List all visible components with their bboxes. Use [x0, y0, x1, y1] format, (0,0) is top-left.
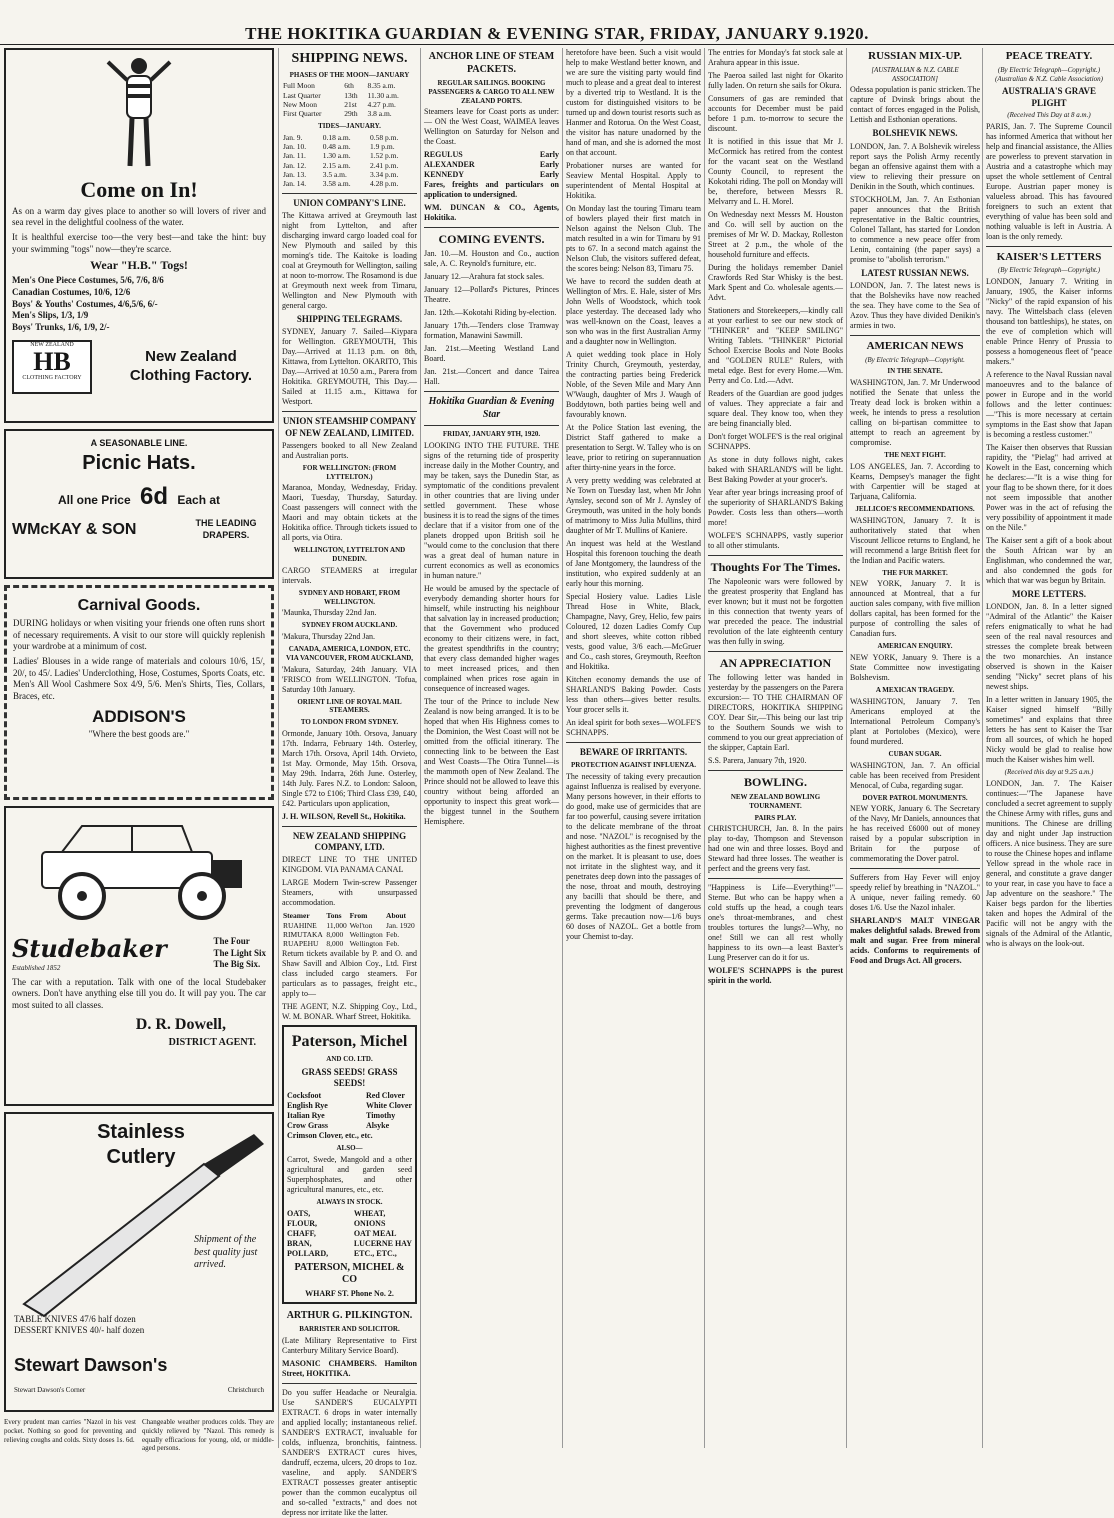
news-paragraph: We have to record the sudden death at Wellington of Mrs. E. Hale, sister of Mrs John Wells of Woodstock, which took place yesterday. The deceased lady who was well-known on the Coast, leaves a son who was in the first Australian Army and a daughter now in Wellington.: [566, 277, 701, 346]
list-item: Jan. 21st.—Concert and dance Tairea Hall.: [424, 367, 559, 387]
fur-body: NEW YORK, January 7. It is announced at Montreal, that a fur auction sales company, with five million dollars capital, has been formed for the purpose of controlling the sales of Canadian furs.: [850, 579, 980, 639]
local-news-column-2: [708, 48, 843, 1448]
local-news-column: [566, 48, 701, 1448]
stock-list: [287, 1209, 412, 1259]
paterson-sub: AND CO. LTD.: [326, 1054, 373, 1063]
news-paragraph: An ideal spirit for both sexes—WOLFE'S SCHNAPPS.: [566, 718, 701, 737]
news-paragraph: Probationer nurses are wanted for Seaview Mental Hospital. Apply to superintendent of Mental Hospital at Hokitika.: [566, 161, 701, 200]
come-on-body-2: It is healthful exercise too—the very best—and take the hint: buy your swimming "togs" now—they're scarce.: [12, 231, 266, 254]
nzsc-sub: DIRECT LINE TO THE UNITED KINGDOM. VIA PANAMA CANAL: [282, 855, 417, 875]
more-letters-body: In a letter written in January 1905, the Kaiser signed himself "Billy sometimes" and explains that three letters he has sent to Kaiser the Tsar from all sources, of which he hoped Nicky would be glad to realise how much the Kaiser wishes him well.: [986, 695, 1112, 765]
enquiry-title: AMERICAN ENQUIRY.: [877, 642, 953, 651]
nazol-notes: [4, 1418, 274, 1456]
carnival-title: Carnival Goods.: [77, 597, 201, 614]
stewart-dawson-footer: [14, 1386, 264, 1395]
hb-logo-row: [12, 340, 266, 394]
bowling-pairs: PAIRS PLAY.: [754, 813, 797, 822]
list-item: Men's Slips, 1/3, 1/9: [12, 310, 89, 321]
canada-body: 'Makura, Saturday, 24th January. VIA 'FRISCO from WELLINGTON. 'Tofua, Saturday 10th January.: [282, 664, 417, 694]
tides-title: TIDES—JANUARY.: [318, 121, 381, 130]
more-letters-title: MORE LETTERS.: [1011, 589, 1087, 599]
news-paragraph: Special Hosiery value. Ladies Lisle Thread Hose in White, Black, Champagne, Navy, Grey, Helio, few pairs Coloured, 12 dozen Ladies Comfy Cup and short sleeves, white cotton ribbed vests, good value, 3/6 each.—McGruer and Co., cash stores, Greymouth, Reefton and Hokitika.: [566, 592, 701, 671]
union-line-title: UNION COMPANY'S LINE.: [293, 197, 406, 208]
plight-body: PARIS, Jan. 7. The Supreme Council has informed America that without her help and financial assistance, the Allies are powerless to prevent starvation in Austria and a catastrophe which may upset the whole settlement of Central Europe. Austrian paper money is valueless abroad. This has favoured foreigners to such an extent that everything of value has been sold and nothing valuable is left in Austria. A loan is the only remedy.: [986, 121, 1112, 241]
column-divider: [704, 48, 705, 1448]
masthead-rule: [0, 44, 1114, 45]
list-item: Jan. 10.—M. Houston and Co., auction sale, A. C. Reynold's furniture, etc.: [424, 249, 559, 269]
kaiser-title: KAISER'S LETTERS: [996, 250, 1102, 263]
stewart-dawson-corner: Stewart Dawson's Corner: [14, 1386, 86, 1394]
cable-news-column: [850, 48, 980, 1448]
moon-phases-title: PHASES OF THE MOON—JANUARY: [289, 70, 410, 79]
kaiser-body: LONDON, January 7. Writing in January, 1905, the Kaiser informs "Nicky" of the rapid expansion of his navy. The Wittelsbach class (eleven thousand ton battleships), he states, on the eve of completion which will enable Prince Henry of Prussia to possess a homogeneous fleet of "peace makers.": [986, 277, 1112, 366]
sa-body: 'Makura, Thursday 22nd Jan.: [282, 632, 376, 641]
peace-title: PEACE TREATY.: [1005, 50, 1093, 62]
american-news-title: AMERICAN NEWS: [866, 339, 964, 352]
news-paragraph: Stationers and Storekeepers,—kindly call at your earliest to see our new stock of "THINKER" and "KEEP SMILING" Writing Tablets. "THINKER" Pictorial School Exercise Books and Note Books and "GOLDEN RULE" Rulers, with metal edge. Best for every Home.—Wm. Perry and Co. Ltd.—Advt.: [708, 306, 843, 385]
tides-table: [282, 133, 417, 189]
moon-phases-table: [282, 81, 417, 119]
picnic-hats-advert: [4, 429, 274, 579]
senate-body: WASHINGTON, Jan. 7. Mr Underwood notified the Senate that unless the Treaty dead lock is broken within a week, he intends to press a resolution calling on bi-partisan committee to attempt to reach an agreement by compromise.: [850, 378, 980, 447]
influenza-title: BEWARE OF IRRITANTS.: [579, 747, 688, 757]
hb-logo: [12, 340, 92, 394]
jellicoe-body: WASHINGTON, January 7. It is authoritatively stated that when Viscount Jellicoe returns to England, he will recommend a large British fleet for the Indian and Pacific waters.: [850, 515, 980, 565]
picnic-price-line: [12, 482, 266, 512]
list-item: Men's One Piece Costumes, 5/6, 7/6, 8/6: [12, 275, 164, 286]
telegrams-title: SHIPPING TELEGRAMS.: [296, 314, 403, 324]
table-row: Jan. 14. 3.58 a.m. 4.28 p.m.: [283, 179, 399, 189]
jellicoe-title: JELLICOE'S RECOMMENDATIONS.: [855, 504, 975, 513]
mixup-sub: [AUSTRALIAN & N.Z. CABLE ASSOCIATION]: [871, 65, 959, 83]
dover-body: NEW YORK, January 6. The Secretary of the Navy, Mr Daniels, announces that he has received £6000 out of money raised by a popular subscription in Britain for the purpose of commemorating the Dover patrol.: [850, 804, 980, 864]
column-divider: [278, 48, 279, 1448]
fight-body: LOS ANGELES, Jan. 7. According to Kearns, Dempsey's manager the fight with Carpentier will be staged at Tarjuana, California.: [850, 461, 980, 501]
news-paragraph: During the holidays remember Daniel Crawfords Red Star Whisky is the best. Mark Spent and Co. wholesale agents.—Advt.: [708, 263, 843, 302]
studebaker-logo: [12, 934, 167, 973]
senate-title: IN THE SENATE.: [887, 367, 943, 376]
shipping-title: SHIPPING NEWS.: [291, 51, 408, 66]
editorial-paragraph: LOOKING INTO THE FUTURE. THE signs of the returning tide of prosperity increase daily in the Mother Country, and may be taken, says the Dunedin Star, as symptomatic of the conditions prevalent in other countries that are living under settled government. These whose business it is to read the signs of the times declare that if a visitor from one of the planets dropped upon British soil he "would come to the conclusion that there was a great deal of human nature in current economics as well as economics in human nature.": [424, 441, 559, 580]
picnic-firm-row: [12, 518, 266, 541]
list-item: January 17th.—Tenders close Tramway formation, Manawini Sawmill.: [424, 321, 559, 341]
list-item: ALEXANDER Early: [424, 160, 559, 170]
enquiry-body: NEW YORK, January 9. There is a State Committee now investigating Bolshevism.: [850, 653, 980, 682]
wolfe-advert: WOLFE'S SCHNAPPS is the purest spirit in the world.: [708, 966, 843, 986]
cutlery-prices: [14, 1314, 144, 1337]
table-row: Jan. 10. 0.48 a.m. 1.9 p.m.: [283, 141, 395, 151]
stock-right: WHEAT, ONIONS OAT MEAL LUCERNE HAY ETC., ETC.,: [353, 1208, 412, 1258]
plight-received: (Received This Day at 8 a.m.): [1007, 110, 1091, 119]
stock-title: ALWAYS IN STOCK.: [316, 1197, 383, 1206]
studebaker-brand-row: [12, 934, 266, 973]
touring-car-icon: [12, 812, 262, 927]
price-prefix: All one Price: [57, 493, 131, 508]
paper-date: FRIDAY, JANUARY 9TH, 1920.: [442, 430, 541, 439]
price-suffix: Each at: [177, 493, 221, 508]
hb-logo-top: NEW ZEALAND: [30, 341, 74, 348]
model-item: The Big Six.: [213, 959, 261, 970]
table-row: Jan. 9. 0.18 a.m. 0.58 p.m.: [283, 132, 399, 142]
addisons-slogan: "Where the best goods are.": [88, 729, 190, 740]
malt-vinegar-advert: SHARLAND'S MALT VINEGAR makes delightful salads. Brewed from malt and sugar. Free from mineral acids. Conforms to requirements of Food and Drugs Act. All grocers.: [850, 916, 980, 966]
news-paragraph: Consumers of gas are reminded that accounts for December must be paid before 1 p.m. to-morrow to secure the discount.: [708, 94, 843, 133]
list-item: KENNEDY Early: [424, 170, 559, 180]
grass-extra: Crimson Clover, etc., etc.: [287, 1131, 373, 1140]
picnic-heading: A SEASONABLE LINE.: [90, 438, 188, 448]
stewart-dawson-name: Stewart Dawson's: [14, 1355, 168, 1375]
pilkington-body: (Late Military Representative to First Canterbury Military Service Board).: [282, 1335, 417, 1355]
paterson-footer: PATERSON, MICHEL & CO: [294, 1261, 405, 1285]
final-letter-body: LONDON, Jan. 7. The Kaiser continues:—"The Japanese have concluded a secret agreement to supply the Chinese Army with rifles, guns and munitions. The Chinese are drilling day and night under Jap instruction officers. A nice business. They are sure to rouse the Chinese hopes and inflame Yellow spread in the whole race in general, and constitute a grave danger to your rear, in case you have to face a Jap adventure on the seashore." The Kaiser begs pardon for the liberties taken and hopes the Admiral of the Pacific will not be angry with the signals of the Admiral of the Atlantic, who is always on the look-out.: [986, 779, 1112, 948]
masthead: [0, 0, 1114, 46]
anchor-agent: WM. DUNCAN & CO., Agents, Hokitika.: [424, 203, 559, 223]
anchor-sub: REGULAR SAILINGS. BOOKING PASSENGERS & CARGO TO ALL NEW ZEALAND PORTS.: [428, 79, 555, 105]
table-row: RIMUTAKA 8,000 Wellington Feb.: [283, 930, 400, 939]
news-paragraph: The Paeroa sailed last night for Okarito fully laden. On return she sails for Okura.: [708, 71, 843, 90]
stewart-dawson-city: Christchurch: [227, 1386, 264, 1394]
grass-right: Red Clover White Clover Timothy Alsyke: [366, 1091, 412, 1130]
studebaker-agent-title: DISTRICT AGENT.: [168, 1036, 256, 1048]
orient-agent: J. H. WILSON, Revell St., Hokitika.: [282, 811, 406, 821]
come-on-body: As on a warm day gives place to another so will lovers of river and sea revel in the delightful coolness of the water.: [12, 205, 266, 228]
ussco-sub: Passengers booked to all New Zealand and Australian ports.: [282, 440, 417, 460]
hb-togs-advert: [4, 48, 274, 423]
table-row: Jan. 11. 1.30 a.m. 1.52 p.m.: [283, 151, 399, 161]
american-news-sub: (By Electric Telegraph—Copyright.: [865, 355, 965, 364]
thoughts-body: The Napoleonic wars were followed by the greatest prosperity that England has ever known; but it must not be forgotten in this connection that twenty years of war preceded the peace. The industrial revolution of the late eighteenth century was then fully in swing.: [708, 577, 843, 646]
list-item: Boys' Trunks, 1/6, 1/9, 2/-: [12, 322, 110, 332]
sh-title: SYDNEY AND HOBART, FROM WELLINGTON.: [298, 588, 401, 606]
latest-russian-body: LONDON, Jan. 7. The latest news is that the Bolsheviks have now reached the sea. They have come to the Sea of Azov. Thus they have divided Denikin's armies in two.: [850, 280, 980, 330]
carnival-goods-advert: [4, 585, 274, 800]
news-paragraph: On Wednesday next Messrs M. Houston and Co. will sell by auction on the premises of Mr W. D. Mackay, Rolleston Street at 2 p.m., the whole of the household furniture and effects.: [708, 210, 843, 259]
tragedy-title: A MEXICAN TRAGEDY.: [875, 686, 955, 694]
clothing-factory-tag: New Zealand Clothing Factory.: [129, 347, 253, 384]
received-note: (Received this day at 9.25 a.m.): [1004, 768, 1094, 777]
nzsc-table: [282, 911, 417, 949]
list-item: Jan. 21st.—Meeting Westland Land Board.: [424, 344, 559, 364]
bolshevik-title: BOLSHEVIK NEWS.: [872, 128, 958, 139]
cutlery-title: Stainless Cutlery: [97, 1121, 185, 1168]
table-row: Last Quarter 13th 11.30 a.m.: [283, 90, 399, 100]
also-title: ALSO—: [336, 1144, 363, 1152]
fur-title: THE FUR MARKET.: [882, 568, 948, 577]
kaiser-body: A reference to the Naval Russian naval manoeuvres and to the balance of power in Europe and in the world follows and the letter continues:—"This is more necessary at certain symptoms in the East show that Japan is becoming a restless customer.": [986, 370, 1112, 439]
table-row: Jan. 13. 3.5 a.m. 3.34 p.m.: [283, 170, 399, 179]
paterson-address: WHARF ST. Phone No. 2.: [305, 1288, 394, 1298]
nazol-right: Changeable weather produces colds. They are quickly relieved by "Nazol. This remedy is equally efficacious for young, old, or middle-aged persons.: [142, 1418, 274, 1453]
peace-treaty-column: [986, 48, 1112, 1448]
news-paragraph: WOLFE'S SCHNAPPS, vastly superior to all other stimulants.: [708, 531, 843, 550]
anchor-events-column: [424, 48, 559, 1448]
telegrams-body: SYDNEY, January 7. Sailed—Kiypara for Wellington. GREYMOUTH, This Day.—Arrived at 11.13 p.m. on 8th, Kittawa, from Lyttelton. OKARITO, This Day.—Arrived at 10.50 a.m., Parera from Hokitika. GREYMOUTH, This Day.—Sailed at 11.15 a.m., Kittawa for Westport.: [282, 327, 417, 407]
appreciation-title: AN APPRECIATION: [719, 656, 832, 670]
news-paragraph: A quiet wedding took place in Holy Trinity Church, Greymouth, yesterday, the contracting parties being Frederick Noble, of the Seven Mile and Mary Ann W'Waugh, daughter of Mrs J. Waugh of Boddytown, both parties being well and favourably known.: [566, 350, 701, 419]
carnival-body-2: Ladies' Blouses in a wide range of materials and colours 10/6, 15/, 20/, to 45/. Ladies' Underclothing, Hose, Costumes, Sports Coats, etc. Men's All Wool Cashmere Sox 4/9, 5/6. Men's Shirts, Ties, Collars, Braces, etc.: [13, 656, 265, 702]
anchor-title: ANCHOR LINE OF STEAM PACKETS.: [428, 51, 555, 75]
studebaker-agent: D. R. Dowell,: [135, 1015, 226, 1033]
studebaker-established: Established 1852: [12, 964, 61, 972]
bowling-body: CHRISTCHURCH, Jan. 8. In the pairs play to-day, Thompson and Stevenson had one win and three losses. Boyd and Steward had three losses. The weather is perfect and the greens very fast.: [708, 824, 843, 874]
paterson-michel-advert: [282, 1025, 417, 1304]
swimmer-figure-icon: [94, 54, 184, 174]
appreciation-sign: S.S. Parera, January 7th, 1920.: [708, 756, 807, 765]
news-paragraph: At the Police Station last evening, the District Staff gathered to make a presentation to Sergt. W. Talley who is on leave, prior to retiring on superannuation after thirty-nine years in the force.: [566, 423, 701, 472]
bolshevik-body: LONDON, Jan. 7. A Bolshevik wireless report says the Polish Army recently began an offensive against them with a view to relieving their pressure on Denikin in the South, which continues.: [850, 141, 980, 191]
orient-sub: TO LONDON FROM SYDNEY.: [300, 718, 399, 726]
list-item: January 12.—Arahura fat stock sales.: [424, 272, 544, 282]
nzsc-title: NEW ZEALAND SHIPPING COMPANY, LTD.: [292, 830, 407, 852]
canada-title: CANADA, AMERICA, LONDON, ETC. VIA VANCOUVER, FROM AUCKLAND,: [285, 645, 414, 662]
stainless-cutlery-advert: [4, 1112, 274, 1412]
wld-body: CARGO STEAMERS at irregular intervals.: [282, 565, 417, 585]
addisons-name: ADDISON'S: [92, 706, 186, 726]
peace-sub: (By Electric Telegraph—Copyright.) (Australian & N.Z. Cable Association): [995, 65, 1103, 83]
sh-body: 'Maunka, Thursday 22nd Jan.: [282, 608, 377, 618]
thoughts-title: Thoughts For The Times.: [710, 560, 841, 574]
nzsc-body: LARGE Modern Twin-screw Passenger Steamers, with unsurpassed accommodation.: [282, 878, 417, 908]
editorial-paragraph: He would be amused by the spectacle of everybody demanding shorter hours for himself, while instructing his neighbour that salvation lay in increased production; that the Government who produced economy to their citizens were, in fact, the greatest spendthrifts in the country; that every class demanded higher wages to meet increased prices, and then complained when prices rose again in consequence of increased wages.: [424, 584, 559, 693]
also-body: Carrot, Swede, Mangold and a other agricultural and garden seed Superphosphates, and other agricultural manures, etc., etc.: [287, 1154, 412, 1194]
wear-hb-heading: Wear "H.B." Togs!: [90, 258, 188, 273]
influenza-body: The necessity of taking every precaution against Influenza is realised by everyone. Many persons however, in their efforts to do good, make use of germicides that are far too powerful, causing severe irritation to the delicate membrane of the throat and nose. "NAZOL" is recognised by the highest authorities as the finest preventive on the market. It is pleasant to use, does not irritate in the slightest way, and it penetrates deep down into the passages of the nose, throat and mouth, destroying any bacilli that should be there, and preventing the lodgment of dangerous germs. Take precaution now—1/6 buys 60 doses of NAZOL. Get a bottle from your Chemist to-day.: [566, 772, 701, 941]
mixup-body: Odessa population is panic stricken. The capture of Dvinsk brings about the contact of forces engaged in the Polish, Lettish and Esthonian operations.: [850, 85, 980, 125]
table-header: Steamer Tons From About: [283, 911, 407, 921]
happiness-advert: "Happiness is Life—Everything!"—Sterne. But who can be happy when a cold stuffs up the head, a cough tears one's throat-membranes, and chest troubles tortures the lungs?—Why, no one! Still we can all rest wholly happiness to its own—a least Baxter's Lung Preserver can do it for us.: [708, 883, 843, 963]
nazol-left: Every prudent man carries "Nazol in his vest pocket. Nothing so good for preventing and relieving coughs and colds. Sixty doses 1s. 6d.: [4, 1418, 136, 1444]
paterson-title: Paterson, Michel: [291, 1032, 408, 1050]
studebaker-advert: [4, 806, 274, 1106]
mixup-title: RUSSIAN MIX-UP.: [868, 50, 962, 62]
orient-body: Ormonde, January 10th. Orsova, January 17th. Indarra, February 14th. Osterley, March 17th. Orsova, April 14th. Orvieto, 1st May. Ormonde, May 15th. Orsova, May 29th. Indarra, 26th June. Osterley, 14th July. Fares N.Z. to London: Saloon, Single £72 to £106; Third Class £39, £40, £42. Particulars upon application,: [282, 728, 417, 808]
news-paragraph: Kitchen economy demands the use of SHARLAND'S Baking Powder. Costs less than others—gives better results. Your grocer sells it.: [566, 675, 701, 714]
sa-title: SYDNEY FROM AUCKLAND.: [301, 621, 398, 630]
anchor-foot: Fares, freights and particulars on application to undersigned.: [424, 180, 559, 200]
cutlery-shipment: Shipment of the best quality just arrived.: [194, 1234, 258, 1270]
list-item: January 12—Pollard's Pictures, Princes Theatre.: [424, 285, 559, 305]
more-letters-body: LONDON, Jan. 8. In a letter signed "Admiral of the Atlantic" the Kaiser refers enigmatically to what he had seen of the real naval resources and stresses the complete break between the two monarchies. An instance observed is shown in the Kaiser sending "Nicky" secret plans of his newest ships.: [986, 602, 1112, 692]
news-paragraph: Year after year brings increasing proof of the superiority of SHARLAND'S Baking Powder. Costs less than others—worth more!: [708, 488, 843, 527]
kaiser-sub: (By Electric Telegraph—Copyright.): [997, 266, 1101, 275]
grass-title: GRASS SEEDS! GRASS SEEDS!: [301, 1066, 398, 1088]
news-paragraph: As stone in duty follows night, cakes baked with SHARLAND'S will be light. Best Baking Powder at your grocer's.: [708, 455, 843, 484]
sander-advert: Do you suffer Headache or Neuralgia. Use SANDER'S EUCALYPTI EXTRACT. 6 drops in water internally and applied locally; instantaneous relief. SANDER'S EXTRACT, invaluable for colds, influenza, bronchitis, faintness. SANDER'S EXTRACT cures hives, dandruff, eczema, ulcers, 20 drops to 1oz. vaseline, and apply. SANDER'S EXTRACT possesses greater antiseptic power than the common eucalyptus oil and so-called "extracts," and does not depress nor irritate like the latter.: [282, 1387, 417, 1517]
plight-title: AUSTRALIA'S GRAVE PLIGHT: [1001, 86, 1097, 108]
events-title: COMING EVENTS.: [438, 232, 545, 247]
latest-russian-title: LATEST RUSSIAN NEWS.: [861, 267, 969, 278]
news-paragraph: Readers of the Guardian are good judges of values. They appreciate a fair and square deal. They know too, when they are being financially bled.: [708, 389, 843, 428]
grass-list: [287, 1091, 412, 1131]
stock-left: OATS, FLOUR, CHAFF, BRAN, POLLARD,: [287, 1208, 329, 1258]
wld-title: WELLINGTON, LYTTELTON AND DUNEDIN.: [293, 546, 406, 563]
sugar-title: CUBAN SUGAR.: [888, 749, 942, 758]
list-item: Jan. 12th.—Kokotahi Riding by-election.: [424, 308, 557, 318]
table-row: Jan. 12. 2.15 a.m. 2.41 p.m.: [283, 160, 399, 170]
hay-fever-advert: Sufferers from Hay Fever will enjoy speedy relief by breathing in "NAZOL." A unique, never failing remedy. 60 doses 1/6. Use the Nazol inhaler.: [850, 873, 980, 913]
news-paragraph: It is notified in this issue that Mr J. McCormick has retired from the contest for the vacant seat on the Westland County Council, to represent the Kokotahi riding. The poll on Monday will be, therefore, between Messrs R. Melvarry and L. H. Morel.: [708, 137, 843, 206]
studebaker-brand: Studebaker: [12, 934, 167, 963]
column-divider: [982, 48, 983, 1448]
column-divider: [846, 48, 847, 1448]
firm-tag: THE LEADING DRAPERS.: [195, 518, 257, 540]
list-item: Canadian Costumes, 10/6, 12/6: [12, 286, 131, 297]
news-paragraph: Don't forget WOLFE'S is the real original SCHNAPPS.: [708, 432, 843, 451]
togs-price-list: [12, 275, 266, 333]
for-wellington: FOR WELLINGTON: (FROM LYTTELTON.): [302, 463, 397, 481]
masthead-title: THE HOKITIKA GUARDIAN & EVENING STAR, FRIDAY, JANUARY 9.1920.: [245, 24, 869, 43]
kaiser-body: The Kaiser then observes that Russian rapidity, the "Pielag" had arrived at Kowelt in the East, concerning which he declares:—"It is a wise thing for your flag to be shown there, for it does not seem impossible that another Power was in the act of refusing the very possibility of appointment it made on the Nile.": [986, 443, 1112, 532]
news-paragraph: On Monday last the touring Timaru team of bowlers played their first match in Nelson against the Nelson Club. The match resulted in a win for Timaru by 91 pts to 67. In a second match against the Nelson Club, the visitors suffered defeat, the scores being: Nelson 83, Timaru 75.: [566, 204, 701, 273]
pilkington-title: BARRISTER AND SOLICITOR.: [299, 1325, 400, 1333]
table-row: RUAPEHU 8,000 Wellington Feb.: [283, 939, 400, 949]
news-paragraph: An inquest was held at the Westland Hospital this forenoon touching the death of Jane Montgomery, the laundress of the institution, who expired suddenly at an early hour this morning.: [566, 539, 701, 588]
column-divider: [420, 48, 421, 1448]
editorial-paragraph: The tour of the Prince to include New Zealand is now being arranged. It is to be hoped that when His Highness comes to the Dominion, the West Coast will not be omitted from the official itinerary. The connecting link to be between the East and West Coasts—The Otira Tunnel—is the mammoth open of New Zealand. The Prince should not be allowed to leave this country without being afforded an opportunity to inspect this great work—the biggest tunnel in the Southern Hemisphere.: [424, 697, 559, 826]
union-line-body: The Kittawa arrived at Greymouth last night from Lyttelton, and after discharging inward cargo loaded coal for New Plymouth and sailed by this morning's tide. The Kaitoke is loading coal at Greymouth for Wellington, sailing at noon to-morrow. The Rosamond is due at Greymouth next week from Timaru, Wellington and New Plymouth with general cargo.: [282, 211, 417, 310]
nzsc-agent: THE AGENT, N.Z. Shipping Coy., Ltd., W. M. BONAR. Wharf Street, Hokitika.: [282, 1001, 417, 1021]
news-paragraph: heretofore have been. Such a visit would help to make Westland better known, and we are sure the visiting party would find much to please and a great deal to interest by a diverted trip to Westland. It is the custom for distinguished visitors to be turned up and down tourist resorts such as Hanmer and Rotorua. On the West Coast, the visitor has nature unadorned by the hand of man, and she is adorned the most on that account.: [566, 48, 701, 157]
dover-title: DOVER PATROL MONUMENTS.: [862, 793, 968, 802]
table-row: Full Moon 6th 8.35 a.m.: [283, 81, 396, 91]
news-paragraph: The entries for Monday's fat stock sale at Arahura appear in this issue.: [708, 48, 843, 67]
anchor-ships: [424, 150, 559, 180]
table-row: New Moon 21st 4.27 p.m.: [283, 100, 396, 109]
news-paragraph: A very pretty wedding was celebrated at Ne Town on Tuesday last, when Mr John Aynsley, second son of Mr J. Aynsley of Greymouth, was united in the holy bonds of matrimony to Miss Julia Mullins, third daughter of Mr T. Mullins of Kaniere.: [566, 476, 701, 535]
sugar-body: WASHINGTON, Jan. 7. An official cable has been received from President Menocal, of Cuba, regarding sugar.: [850, 760, 980, 790]
table-knives-price: TABLE KNIVES 47/6 half dozen: [14, 1314, 136, 1324]
firm-name: WMcKAY & SON: [12, 520, 137, 538]
model-item: The Four: [213, 935, 250, 946]
come-on-title: Come on In!: [80, 177, 198, 202]
hb-logo-mark: HB: [33, 347, 71, 377]
pilkington-name: ARTHUR G. PILKINGTON.: [286, 1309, 413, 1321]
nzsc-footer: Return tickets available by P. and O. and Shaw Savill and Albion Coy., Ltd. First class included cargo steamers. For particulars as to passages, freight etc., apply to—: [282, 948, 417, 998]
grass-left: Cocksfoot English Rye Italian Rye Crow Grass: [287, 1091, 328, 1130]
dessert-knives-price: DESSERT KNIVES 40/- half dozen: [14, 1325, 145, 1336]
anchor-body: Steamers leave for Coast ports as under:— ON the West Coast, WAIMEA leaves Wellington on Saturday for Nelson and the Coast.: [424, 107, 559, 147]
price-value: 6d: [140, 483, 169, 511]
bowling-sub: NEW ZEALAND BOWLING TOURNAMENT.: [730, 793, 821, 810]
influenza-sub: PROTECTION AGAINST INFLUENZA.: [571, 761, 696, 770]
tragedy-body: WASHINGTON, January 7. Ten Americans employed at the International Petroleum Company's plant at Portolobes (Mexico), were found murdered.: [850, 696, 980, 746]
masonic-chambers: MASONIC CHAMBERS. Hamilton Street, HOKITIKA.: [282, 1358, 417, 1378]
studebaker-body: The car with a reputation. Talk with one of the local Studebaker owners. Don't have anything else till you do. It will pay you. The car most suited to all classes.: [12, 976, 266, 1011]
fight-title: THE NEXT FIGHT.: [884, 451, 946, 459]
studebaker-models: [213, 936, 266, 971]
picnic-title: Picnic Hats.: [82, 452, 196, 475]
stockholm-body: STOCKHOLM, Jan. 7. An Esthonian paper announces that the British representative in the Baltic countries, Colonel Tallant, has started for London to commence a new peace offer from Lenin, containing (the paper says) a promise to "abolish terrorism.": [850, 194, 980, 264]
appreciation-body: The following letter was handed in yesterday by the passengers on the Parera excursion:— TO THE CHAIRMAN OF DIRECTORS, HOKITIKA SHIPPING COY. Dear Sir,—This being our last trip to the Southern Sounds we wish to commend to you our great appreciation of the skipper, Captain Earl.: [708, 673, 843, 752]
model-item: The Light Six: [213, 947, 266, 958]
ussco-title: UNION STEAMSHIP COMPANY OF NEW ZEALAND, LIMITED.: [282, 416, 417, 438]
table-row: First Quarter 29th 3.8 a.m.: [283, 109, 392, 119]
table-row: RUAHINE 11,000 Wel'ton Jan. 1920: [283, 920, 415, 930]
orient-title: ORIENT LINE OF ROYAL MAIL STEAMERS.: [297, 697, 402, 715]
kaiser-body: The Kaiser sent a gift of a book about the South African war by an Englishman, who condemned the war, and also condemned the gods for which that war was begun by Britain.: [986, 536, 1112, 585]
carnival-body: DURING holidays or when visiting your friends one often runs short of necessary requirements. A visit to our store will quickly replenish your wardrobe at a minimum of cost.: [13, 618, 265, 652]
paper-title: Hokitika Guardian & Evening Star: [428, 396, 555, 420]
list-item: REGULUS Early: [424, 150, 559, 160]
advert-column: [4, 48, 274, 1453]
bowling-title: BOWLING.: [743, 775, 807, 789]
ussco-body: Maranoa, Monday, Wednesday, Friday. Maori, Tuesday, Thursday, Saturday. Coast passengers will connect with the Maori and may obtain tickets at the Hokitika office. Through tickets issued to all ports, via Otira.: [282, 483, 417, 543]
shipping-column: [282, 48, 417, 1517]
list-item: Boys' & Youths' Costumes, 4/6,5/6, 6/-: [12, 298, 158, 309]
column-divider: [562, 48, 563, 1448]
hb-logo-bottom: CLOTHING FACTORY: [22, 375, 82, 382]
